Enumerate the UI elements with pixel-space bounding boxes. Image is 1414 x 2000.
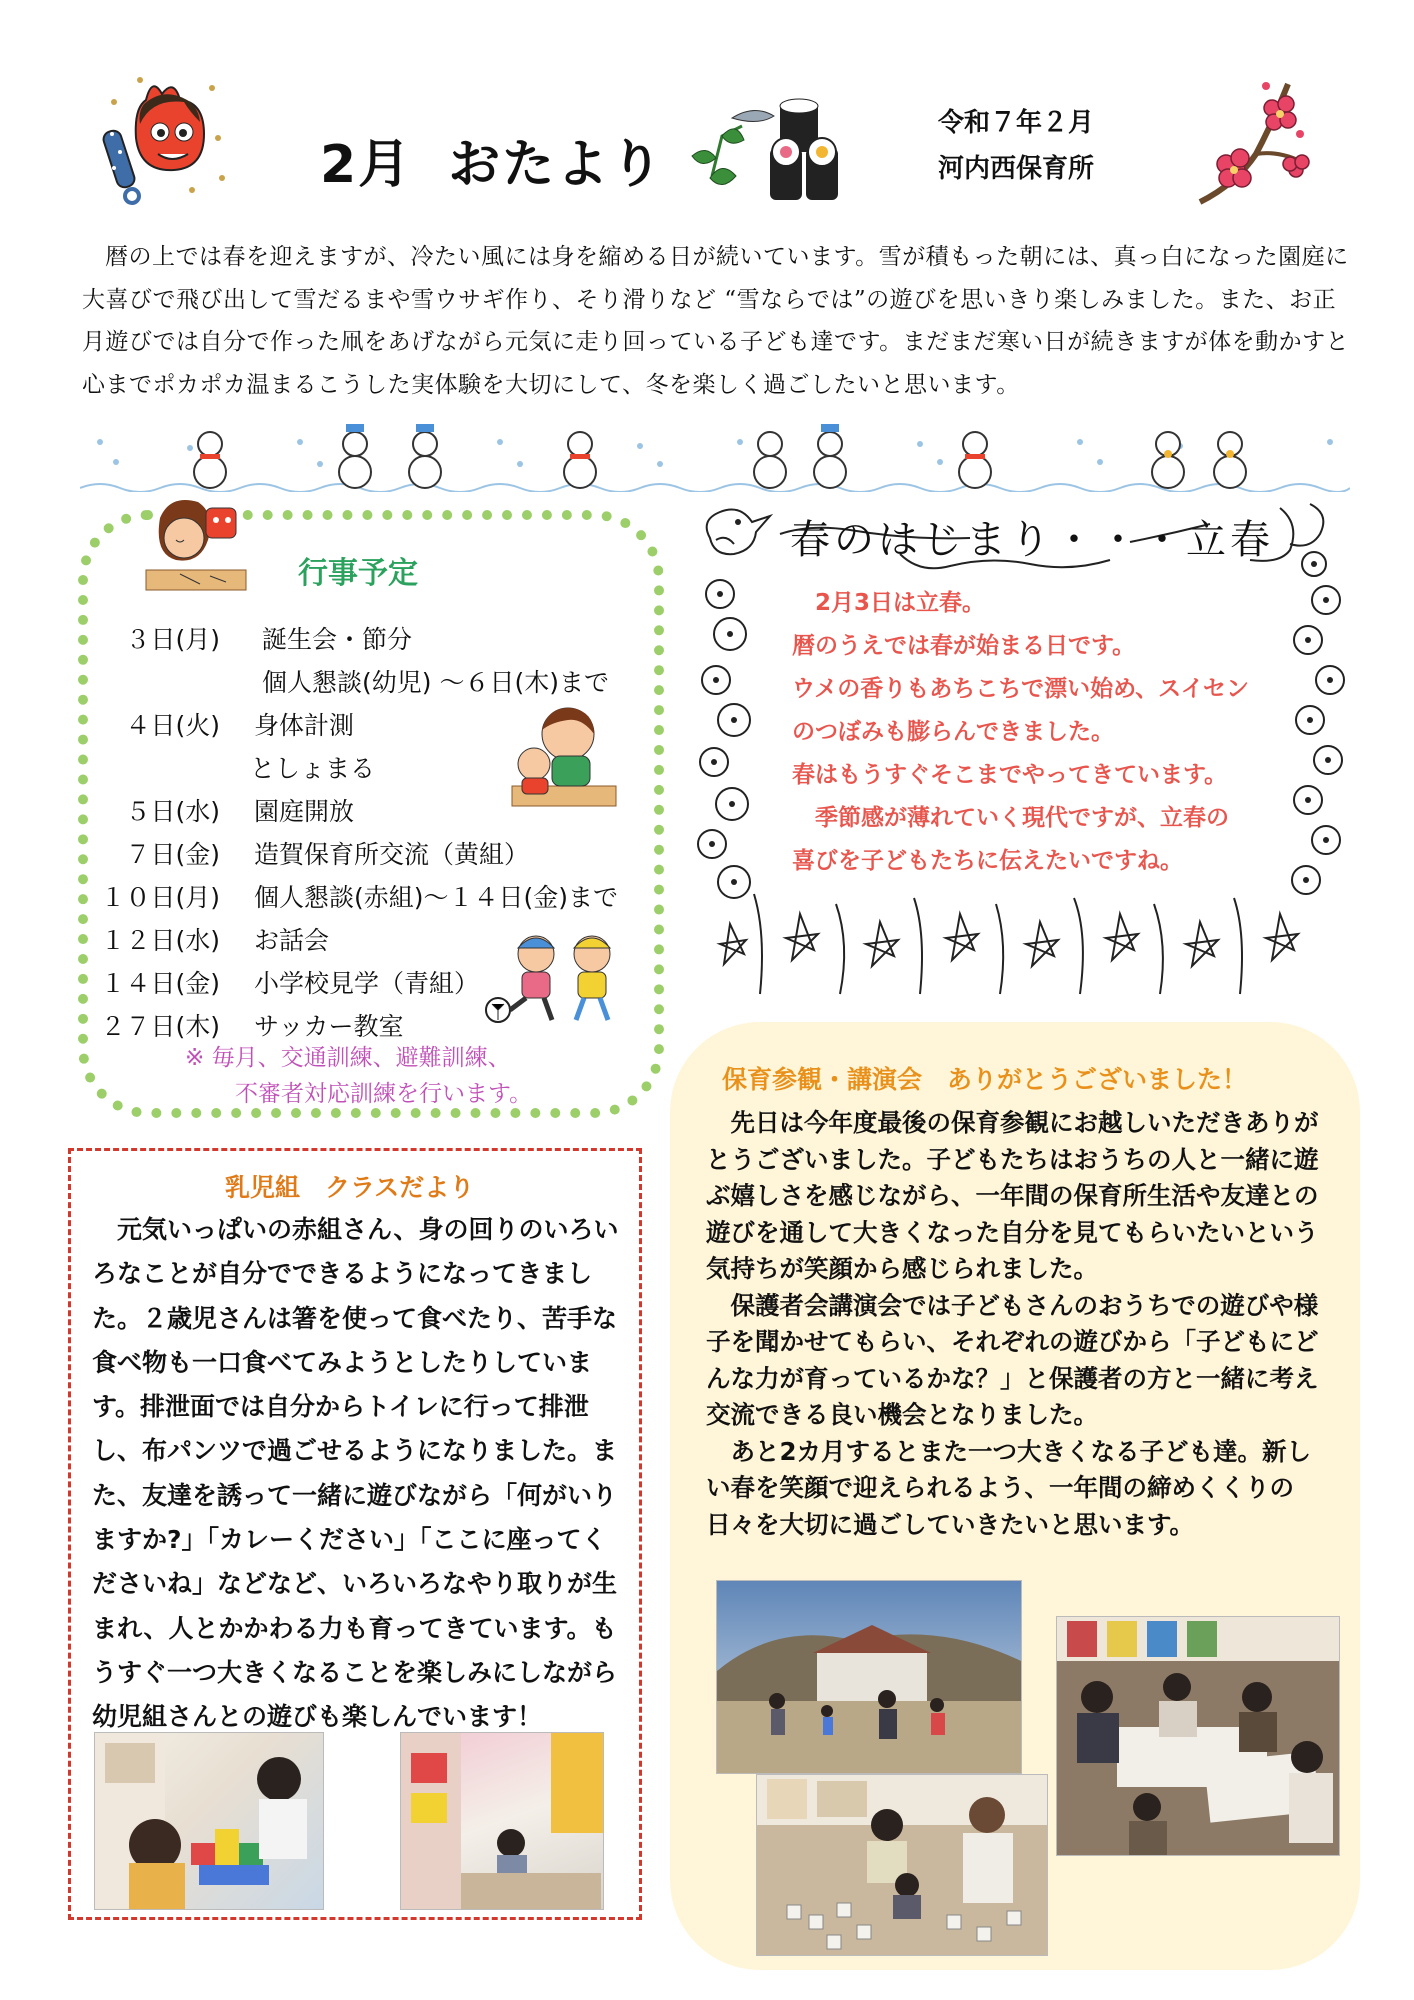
thanks-photo-cards (756, 1774, 1048, 1956)
spring-line: ウメの香りもあちこちで漂い始め、スイセン (792, 676, 1250, 702)
issue-date: 令和７年２月 (938, 108, 1095, 138)
thanks-body (706, 1105, 1326, 1543)
event-name: 園庭開放 (254, 797, 355, 826)
thanks-photo-lecture (1056, 1616, 1340, 1856)
ehomaki-illustration (682, 96, 858, 206)
spring-line: 2月3日は立春。 (815, 590, 986, 616)
thanks-paragraph: あと2カ月するとまた一つ大きくなる子ども達。新しい春を笑顔で迎えられるよう、一年間の締めくくりの日々を大切に過ごしていきたいと思います。 (706, 1436, 1312, 1539)
infant-photo-blocks (94, 1732, 324, 1910)
infant-class-text: 元気いっぱいの赤組さん、身の回りのいろいろなことが自分でできるようになってきました。２歳児さんは箸を使って食べたり、苦手な食べ物も一口食べてみようとしたりしています。排泄面では自分からトイレに行って排泄し、布パンツで過ごせるようになりました。また、友達を誘って一緒に遊びながら「何がいりますか?」「カレーください」「ここに座ってくださいね」などなど、いろいろなやり取りが生まれ、人とかかわる力も育ってきています。もうすぐ一つ大きくなることを楽しみにしながら幼児組さんとの遊びも楽しんでいます！ (92, 1215, 619, 1732)
event-name: 個人懇談(幼児) ～６日(木)まで (262, 668, 609, 697)
snowman-border (80, 412, 1350, 492)
events-title: 行事予定 (298, 556, 418, 591)
spring-title: 春のはじまり・・・立春 (790, 517, 1274, 563)
event-date: ５日(水) (125, 797, 220, 826)
event-date: ４日(火) (125, 711, 220, 740)
event-name: 誕生会・節分 (262, 625, 413, 654)
events-note-line2: 不審者対応訓練を行います。 (235, 1081, 533, 1107)
event-date: ３日(月) (125, 625, 220, 654)
events-note (185, 1040, 532, 1112)
event-date: １０日(月) (100, 883, 220, 912)
soccer-children-illustration (480, 924, 630, 1032)
thanks-paragraph: 先日は今年度最後の保育参観にお越しいただきありがとうございました。子どもたちはおうちの人と一緒に遊ぶ嬉しさを感じながら、一年間の保育所生活や友達との遊びを通して大きくなった自分を見てもらいたいという気持ちが笑顔から感じられました。 (706, 1108, 1319, 1283)
event-date: １２日(水) (100, 926, 220, 955)
infant-class-body (92, 1208, 624, 1740)
spring-line: 季節感が薄れていく現代ですが、立春の (815, 805, 1229, 831)
event-name: サッカー教室 (254, 1012, 404, 1041)
spring-line: 暦のうえでは春が始まる日です。 (792, 633, 1136, 659)
infant-class-title: 乳児組 クラスだより (225, 1173, 475, 1202)
thanks-paragraph: 保護者会講演会では子どもさんのおうちでの遊びや様子を聞かせてもらい、それぞれの遊びから「子どもにどんな力が育っているかな？」と保護者の方と一緒に考え交流できる良い機会となりました。 (706, 1290, 1319, 1429)
header-meta (938, 100, 1094, 192)
events-note-line1: ※ 毎月、交通訓練、避難訓練、 (185, 1045, 511, 1071)
spring-body (792, 582, 1262, 883)
thanks-photo-yard (716, 1580, 1022, 1774)
intro-paragraph (82, 236, 1352, 406)
event-name: 小学校見学（青組） (254, 969, 480, 998)
thanks-title: 保育参観・講演会 ありがとうございました！ (722, 1065, 1248, 1094)
measuring-children-illustration (508, 700, 620, 810)
child-with-mask-illustration (140, 494, 252, 594)
event-date: ７日(金) (125, 840, 220, 869)
event-name: 個人懇談(赤組)～１４日(金)まで (254, 883, 619, 912)
oni-illustration (100, 72, 230, 212)
school-name: 河内西保育所 (938, 154, 1095, 184)
event-name: 造賀保育所交流（黄組） (254, 840, 530, 869)
newsletter-title (320, 122, 664, 197)
event-date: １４日(金) (100, 969, 220, 998)
spring-line: 春はもうすぐそこまでやってきています。 (792, 762, 1228, 788)
plum-blossom-illustration (1196, 74, 1316, 206)
event-name: お話会 (254, 926, 330, 955)
event-name: としょまる (250, 754, 376, 783)
title-word: おたより (448, 135, 665, 195)
intro-text: 暦の上では春を迎えますが、冷たい風には身を縮める日が続いています。雪が積もった朝には、真っ白になった園庭に大喜びで飛び出して雪だるまや雪ウサギ作り、そり滑りなど “雪ならでは”の遊びを思いきり楽しみました。また、お正月遊びでは自分で作った凧をあげながら元気に走り回っている子ども達です。まだまだ寒い日が続きますが体を動かすと心までポカポカ温まるこうした実体験を大切にして、冬を楽しく過ごしたいと思います。 (82, 244, 1350, 398)
event-date: ２７日(木) (100, 1012, 220, 1041)
event-name: 身体計測 (254, 711, 355, 740)
title-month: 2月 (320, 135, 413, 195)
infant-photo-playroom (400, 1732, 604, 1910)
spring-line: 喜びを子どもたちに伝えたいですね。 (792, 848, 1183, 874)
spring-line: のつぼみも膨らんできました。 (792, 719, 1114, 745)
